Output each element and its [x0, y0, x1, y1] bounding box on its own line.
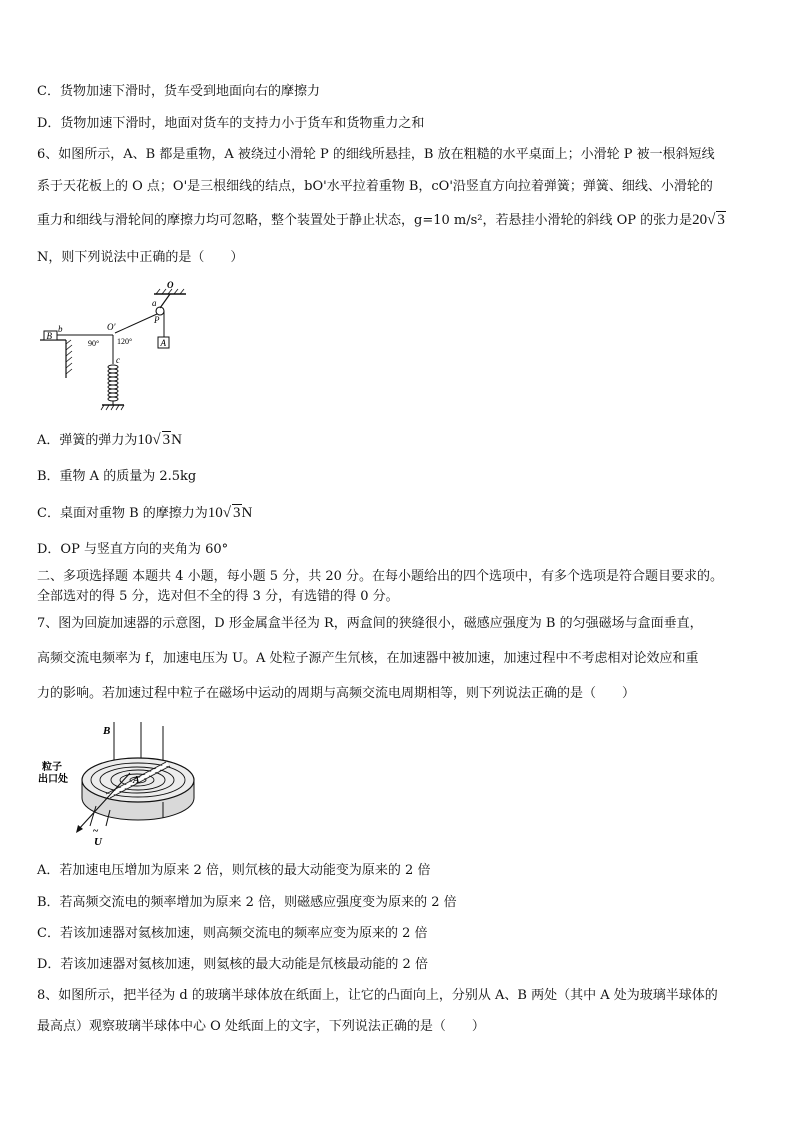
- q7-option-b: B．若高频交流电的频率增加为原来 2 倍，则磁感应强度变为原来的 2 倍: [37, 895, 457, 910]
- fig7-ac-tilde: ~: [93, 826, 99, 837]
- q6-stem-line-3: [37, 212, 726, 229]
- fig6-label-o: O: [167, 280, 174, 290]
- section2-intro-line-2: 全部选对的得 5 分，选对但不全的得 3 分，有选错的得 0 分。: [37, 589, 399, 604]
- fig6-label-120: 120°: [117, 337, 133, 346]
- section2-intro-line-1: 二、多项选择题 本题共 4 小题，每小题 5 分，共 20 分。在每小题给出的四个选项中，有多个选项是符合题目要求的。: [37, 569, 724, 584]
- fig6-label-a: a: [152, 298, 157, 308]
- q6-option-b: B．重物 A 的质量为 2.5kg: [37, 469, 197, 484]
- q6-option-c-unit: N: [241, 505, 253, 521]
- q6-option-c-value: [208, 505, 253, 521]
- q5-option-d: D．货物加速下滑时，地面对货车的支持力小于货车和货物重力之和: [37, 116, 425, 131]
- fig6-label-A: A: [160, 338, 166, 348]
- fig6-label-90: 90°: [88, 339, 100, 348]
- q7-option-a: A．若加速电压增加为原来 2 倍，则氘核的最大动能变为原来的 2 倍: [37, 863, 431, 878]
- q6-option-a: [37, 432, 182, 449]
- q5-option-c: C．货物加速下滑时，货车受到地面向右的摩擦力: [37, 84, 320, 99]
- fig6-label-c: c: [116, 355, 120, 365]
- fig6-label-B: B: [46, 331, 52, 341]
- q6-stem-line-4: N，则下列说法中正确的是（ ）: [37, 250, 244, 265]
- fig7-label-u: U: [94, 836, 102, 848]
- fig7-label-exit-1: 粒子: [42, 762, 62, 773]
- fig6-label-oprime: O': [107, 322, 116, 332]
- q6-stem-line-1: 6、如图所示，A、B 都是重物，A 被绕过小滑轮 P 的细线所悬挂，B 放在粗糙的水平桌面上；小滑轮 P 被一根斜短线: [37, 147, 715, 162]
- q7-option-d: D．若该加速器对氦核加速，则氦核的最大动能是氘核最动能的 2 倍: [37, 957, 428, 972]
- q8-stem-line-2: 最高点）观察玻璃半球体中心 O 处纸面上的文字，下列说法正确的是（ ）: [37, 1019, 485, 1034]
- q7-option-c: C．若该加速器对氦核加速，则高频交流电的频率应变为原来的 2 倍: [37, 926, 428, 941]
- q7-stem-line-1: 7、图为回旋加速器的示意图，D 形金属盒半径为 R，两盒间的狭缝很小，磁感应强度为 B 的匀强磁场与盒面垂直，: [37, 616, 703, 631]
- sqrt-sign: √ 3: [222, 505, 241, 521]
- q6-option-a-unit: N: [171, 432, 182, 448]
- fig7-label-b: B: [103, 725, 111, 737]
- q6-figure: [36, 280, 206, 412]
- q6-option-a-radicand: 3: [162, 432, 171, 448]
- sqrt-sign: √ 3: [152, 432, 171, 448]
- q6-option-a-coef: 10: [137, 432, 153, 448]
- fig7-label-exit-2: 出口处: [38, 774, 68, 785]
- q6-option-c: [37, 505, 252, 522]
- q7-figure: [38, 718, 198, 848]
- q7-stem-line-3: 力的影响。若加速过程中粒子在磁场中运动的周期与高频交流电周期相等，则下列说法正确的是（ ）: [37, 686, 636, 701]
- q6-option-c-radicand: 3: [233, 505, 241, 521]
- q6-option-c-coef: 10: [207, 505, 223, 521]
- q6-stem-line-3-text: 重力和细线与滑轮间的摩擦力均可忽略，整个装置处于静止状态，g=10 m/s²，若悬挂小滑轮的斜线 OP 的张力是: [37, 213, 693, 228]
- q6-tension-coef: 20: [692, 212, 708, 228]
- q6-option-a-value: [137, 432, 182, 448]
- q7-stem-line-2: 高频交流电频率为 f，加速电压为 U。A 处粒子源产生氘核，在加速器中被加速，加速过程中不考虑相对论效应和重: [37, 651, 699, 666]
- q8-stem-line-1: 8、如图所示，把半径为 d 的玻璃半球体放在纸面上，让它的凸面向上，分别从 A、B 两处（其中 A 处为玻璃半球体的: [37, 988, 718, 1003]
- q6-tension-value: [692, 212, 726, 228]
- fig6-label-p: P: [154, 315, 160, 325]
- q6-tension-radicand: 3: [717, 212, 725, 228]
- q6-option-d: D．OP 与竖直方向的夹角为 60°: [37, 542, 229, 557]
- sqrt-sign: √ 3: [707, 212, 725, 228]
- q6-option-c-text: C．桌面对重物 B 的摩擦力为: [37, 506, 208, 521]
- q6-stem-line-2: 系于天花板上的 O 点；O'是三根细线的结点，bO'水平拉着重物 B，cO'沿竖直方向拉着弹簧；弹簧、细线、小滑轮的: [37, 179, 713, 194]
- q6-option-a-text: A．弹簧的弹力为: [37, 433, 138, 448]
- fig7-label-a: A: [133, 775, 140, 786]
- fig6-label-b: b: [58, 324, 63, 334]
